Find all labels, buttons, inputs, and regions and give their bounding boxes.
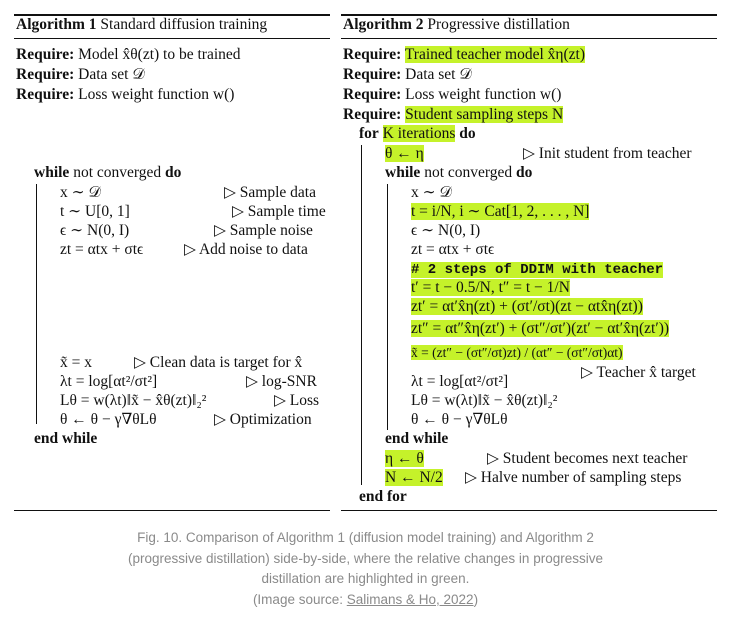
bottom-rule <box>341 510 717 511</box>
comment-log-snr: ▷ log-SNR <box>246 373 317 390</box>
figure-caption <box>0 528 731 610</box>
comment-add-noise: ▷ Add noise to data <box>184 241 308 258</box>
step-log-snr: λt = log[αt²/σt²] <box>60 373 158 390</box>
step-halve-steps: N ← N/2 <box>385 469 443 486</box>
require-loss-weight: Require: Loss weight function w() <box>343 86 562 103</box>
comment-init-student: ▷ Init student from teacher <box>523 145 692 162</box>
algorithm-2-title: Algorithm 2 Progressive distillation <box>343 16 570 33</box>
caption-line-2: (progressive distillation) side-by-side, where the relative changes in progressive <box>128 550 603 566</box>
require-teacher: Require: Trained teacher model x̂η(zt) <box>343 46 585 63</box>
header-rule <box>14 38 330 39</box>
for-line: for K iterations do <box>359 125 476 142</box>
require-model: Require: Model x̂θ(zt) to be trained <box>16 46 241 63</box>
require-loss-weight: Require: Loss weight function w() <box>16 86 235 103</box>
step-teacher-update: η ← θ <box>385 450 424 467</box>
comment-loss: ▷ Loss <box>274 392 320 409</box>
while-line: while not converged do <box>385 164 533 181</box>
source-link[interactable]: Salimans & Ho, 2022 <box>346 591 474 607</box>
ddim-comment: # 2 steps of DDIM with teacher <box>411 262 664 278</box>
end-while: end while <box>34 430 98 447</box>
step-loss: Lθ = w(λt)‖x̃ − x̂θ(zt)‖₂² <box>60 392 207 409</box>
step-teacher-target: x̃ = (zt″ − (σt″/σt)zt) / (αt″ − (σt″/σt)αt) <box>411 345 623 360</box>
algorithm-1-title: Algorithm 1 Standard diffusion training <box>16 16 268 33</box>
algorithm-2 <box>341 6 717 514</box>
require-student-steps: Require: Student sampling steps N <box>343 106 564 123</box>
step-timesteps: t′ = t − 0.5/N, t″ = t − 1/N <box>411 279 570 296</box>
while-line: while not converged do <box>34 164 182 181</box>
comment-optimization: ▷ Optimization <box>214 411 312 428</box>
bottom-rule <box>14 510 330 511</box>
step-add-noise: zt = αtx + σtϵ <box>60 241 144 258</box>
require-dataset: Require: Data set 𝒟 <box>343 66 472 83</box>
step-init-student: θ ← η <box>385 145 424 162</box>
step-ddim-2: zt″ = αt″x̂η(zt′) + (σt″/σt′)(zt′ − αt′x̂η(zt′)) <box>411 320 670 337</box>
step-sample-data: x ∼ 𝒟 <box>411 184 452 201</box>
algorithm-1 <box>14 6 330 514</box>
step-sample-data: x ∼ 𝒟 <box>60 184 101 201</box>
require-dataset: Require: Data set 𝒟 <box>16 66 145 83</box>
step-sample-time: t = i/N, i ∼ Cat[1, 2, . . . , N] <box>411 203 590 220</box>
step-log-snr: λt = log[αt²/σt²] <box>411 373 509 390</box>
step-sample-time: t ∼ U[0, 1] <box>60 203 130 220</box>
comment-sample-data: ▷ Sample data <box>224 184 316 201</box>
while-bar <box>387 184 388 430</box>
caption-source: (Image source: Salimans & Ho, 2022) <box>252 591 479 607</box>
for-bar <box>361 145 362 485</box>
step-ddim-1: zt′ = αt′x̂η(zt) + (σt′/σt)(zt − αtx̂η(zt)) <box>411 298 643 315</box>
step-sample-noise: ϵ ∼ N(0, I) <box>411 222 481 239</box>
step-loss: Lθ = w(λt)‖x̃ − x̂θ(zt)‖₂² <box>411 392 558 409</box>
comment-halve-steps: ▷ Halve number of sampling steps <box>465 469 682 486</box>
step-clean-target: x̃ = x <box>60 354 92 371</box>
comment-teacher-update: ▷ Student becomes next teacher <box>487 450 688 467</box>
end-for: end for <box>359 488 407 505</box>
caption-line-1: Fig. 10. Comparison of Algorithm 1 (diffusion model training) and Algorithm 2 <box>137 530 594 545</box>
header-rule <box>341 38 717 39</box>
step-optimization: θ ← θ − γ∇θLθ <box>411 411 508 428</box>
comment-teacher-target: ▷ Teacher x̂ target <box>581 364 696 381</box>
comment-sample-time: ▷ Sample time <box>232 203 326 220</box>
step-optimization: θ ← θ − γ∇θLθ <box>60 411 157 428</box>
comment-clean-target: ▷ Clean data is target for x̂ <box>134 354 303 371</box>
comment-sample-noise: ▷ Sample noise <box>214 222 313 239</box>
end-while: end while <box>385 430 449 447</box>
while-bar <box>36 184 37 424</box>
caption-line-3: distillation are highlighted in green. <box>261 571 470 586</box>
step-add-noise: zt = αtx + σtϵ <box>411 241 495 258</box>
step-sample-noise: ϵ ∼ N(0, I) <box>60 222 130 239</box>
